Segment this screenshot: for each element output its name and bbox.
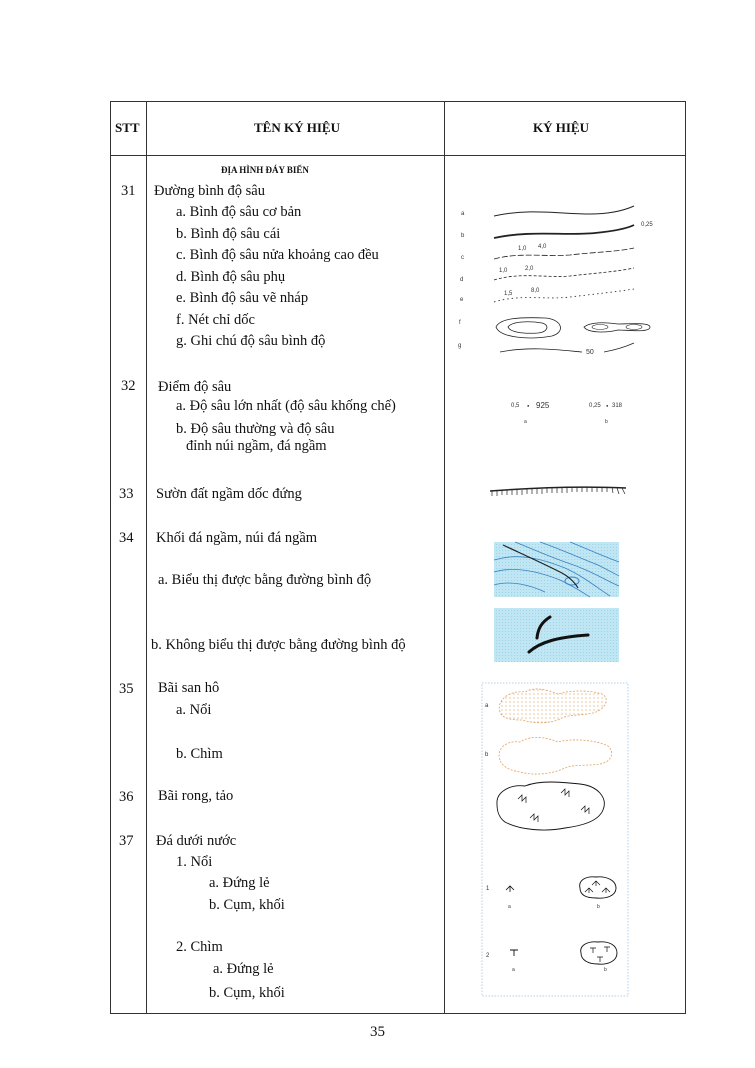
header-stt: STT: [115, 120, 140, 135]
row-34-item-b: b. Không biểu thị được bằng đường bình độ: [151, 637, 406, 653]
row-34-title: Khối đá ngầm, núi đá ngầm: [156, 530, 318, 546]
row-35-number: 35: [119, 681, 134, 697]
rock-2b-cluster-submerged: [581, 942, 617, 964]
s31-value-b: 0,25: [641, 222, 653, 228]
row-35-item-b: b. Chìm: [176, 746, 223, 762]
row-31-item-g: g. Ghi chú độ sâu bình độ: [176, 333, 326, 349]
s31-label-e: e: [460, 297, 464, 303]
symbol-36-seaweed: [497, 782, 604, 830]
contour-c: [494, 248, 634, 259]
symbol-34a-rock-contour: [494, 542, 619, 597]
row-32-item-b: b. Độ sâu thường và độ sâu: [176, 421, 335, 437]
s31-label-a: a: [461, 211, 465, 217]
s35-label-b: b: [485, 752, 489, 758]
contour-d: [494, 268, 634, 280]
row-37-item-2a: a. Đứng lẻ: [213, 961, 274, 977]
contour-f: [496, 318, 650, 338]
contour-a: [494, 206, 634, 216]
section-title: ĐỊA HÌNH ĐÁY BIỂN: [221, 165, 309, 175]
s32-dot: ●: [527, 403, 530, 408]
symbol-35b-coral-submerged: [499, 737, 612, 774]
row-31-item-c: c. Bình độ sâu nửa khoảng cao đều: [176, 247, 379, 263]
s37-label-2a: a: [512, 967, 515, 973]
row-31-item-e: e. Bình độ sâu vẽ nháp: [176, 290, 309, 306]
row-34-item-a: a. Biểu thị được bằng đường bình độ: [158, 572, 372, 588]
row-35-item-a: a. Nổi: [176, 702, 212, 718]
s31-label-b: b: [461, 233, 465, 239]
header-name: TÊN KÝ HIỆU: [254, 120, 340, 135]
header-symbol: KÝ HIỆU: [533, 120, 589, 135]
row-33-number: 33: [119, 486, 134, 502]
row-37-number: 37: [119, 833, 134, 849]
symbol-34b-rock-line: [494, 608, 619, 662]
row-36-number: 36: [119, 789, 134, 805]
s32-value-2: 925: [536, 401, 550, 410]
contour-e: [494, 289, 634, 302]
row-32-number: 32: [121, 378, 136, 394]
symbol-31-contours: [494, 206, 650, 352]
row-32-title: Điểm độ sâu: [158, 379, 232, 395]
s32-value-4: 318: [612, 403, 623, 409]
s32-value-3: 0,25: [589, 403, 601, 409]
row-37-item-2: 2. Chìm: [176, 939, 223, 955]
row-36-title: Bãi rong, tảo: [158, 788, 234, 804]
symbol-37-rocks: [506, 877, 617, 964]
contour-g: [500, 343, 634, 352]
s31-value-c2: 4,0: [538, 244, 547, 250]
page-number: 35: [370, 1024, 385, 1040]
row-33-title: Sườn đất ngầm dốc đứng: [156, 486, 302, 502]
symbol-33-slope: [490, 487, 626, 496]
row-32-item-b-cont: đỉnh núi ngầm, đá ngầm: [186, 438, 327, 454]
contour-b: [494, 225, 634, 238]
s31-value-d1: 1,0: [499, 268, 508, 274]
s31-value-d2: 2,0: [525, 266, 534, 272]
s31-label-c: c: [461, 255, 464, 261]
symbol-35-37-frame: [482, 683, 628, 996]
s31-value-g: 50: [586, 349, 594, 356]
row-37-title: Đá dưới nước: [156, 833, 237, 849]
s32-dot-b: ●: [606, 403, 609, 408]
row-31-item-f: f. Nét chỉ dốc: [176, 312, 255, 328]
row-31-item-d: d. Bình độ sâu phụ: [176, 269, 286, 285]
row-37-item-2b: b. Cụm, khối: [209, 985, 285, 1001]
rock-1b-cluster-floating: [580, 877, 616, 898]
row-31-item-a: a. Bình độ sâu cơ bản: [176, 204, 302, 220]
row-32-item-a: a. Độ sâu lớn nhất (độ sâu khống chế): [176, 398, 396, 414]
s31-value-e2: 8,0: [531, 288, 540, 294]
row-37-item-1a: a. Đứng lẻ: [209, 875, 270, 891]
s31-label-d: d: [460, 277, 464, 283]
s37-label-1a: a: [508, 904, 511, 910]
row-37-item-1b: b. Cụm, khối: [209, 897, 285, 913]
s31-value-e1: 1,5: [504, 291, 513, 297]
row-34-number: 34: [119, 530, 134, 546]
rock-1a-single-floating: [506, 886, 514, 892]
s37-label-1b: b: [597, 904, 600, 910]
row-31-item-b: b. Bình độ sâu cái: [176, 226, 281, 242]
s31-value-c1: 1,0: [518, 246, 527, 252]
row-31-number: 31: [121, 183, 136, 199]
s35-label-a: a: [485, 703, 489, 709]
rock-2a-single-submerged: [510, 950, 518, 956]
row-37-item-1: 1. Nổi: [176, 854, 213, 870]
s37-number-1: 1: [486, 886, 490, 892]
s31-label-g: g: [458, 343, 462, 349]
s32-label-a: a: [524, 419, 527, 425]
s37-number-2: 2: [486, 953, 490, 959]
row-35-title: Bãi san hô: [158, 680, 220, 696]
s32-label-b: b: [605, 419, 608, 425]
s32-value-1: 0,5: [511, 403, 520, 409]
s37-label-2b: b: [604, 967, 607, 973]
symbol-35a-coral-floating: [499, 689, 606, 723]
s31-label-f: f: [459, 320, 461, 326]
row-31-title: Đường bình độ sâu: [154, 183, 265, 199]
